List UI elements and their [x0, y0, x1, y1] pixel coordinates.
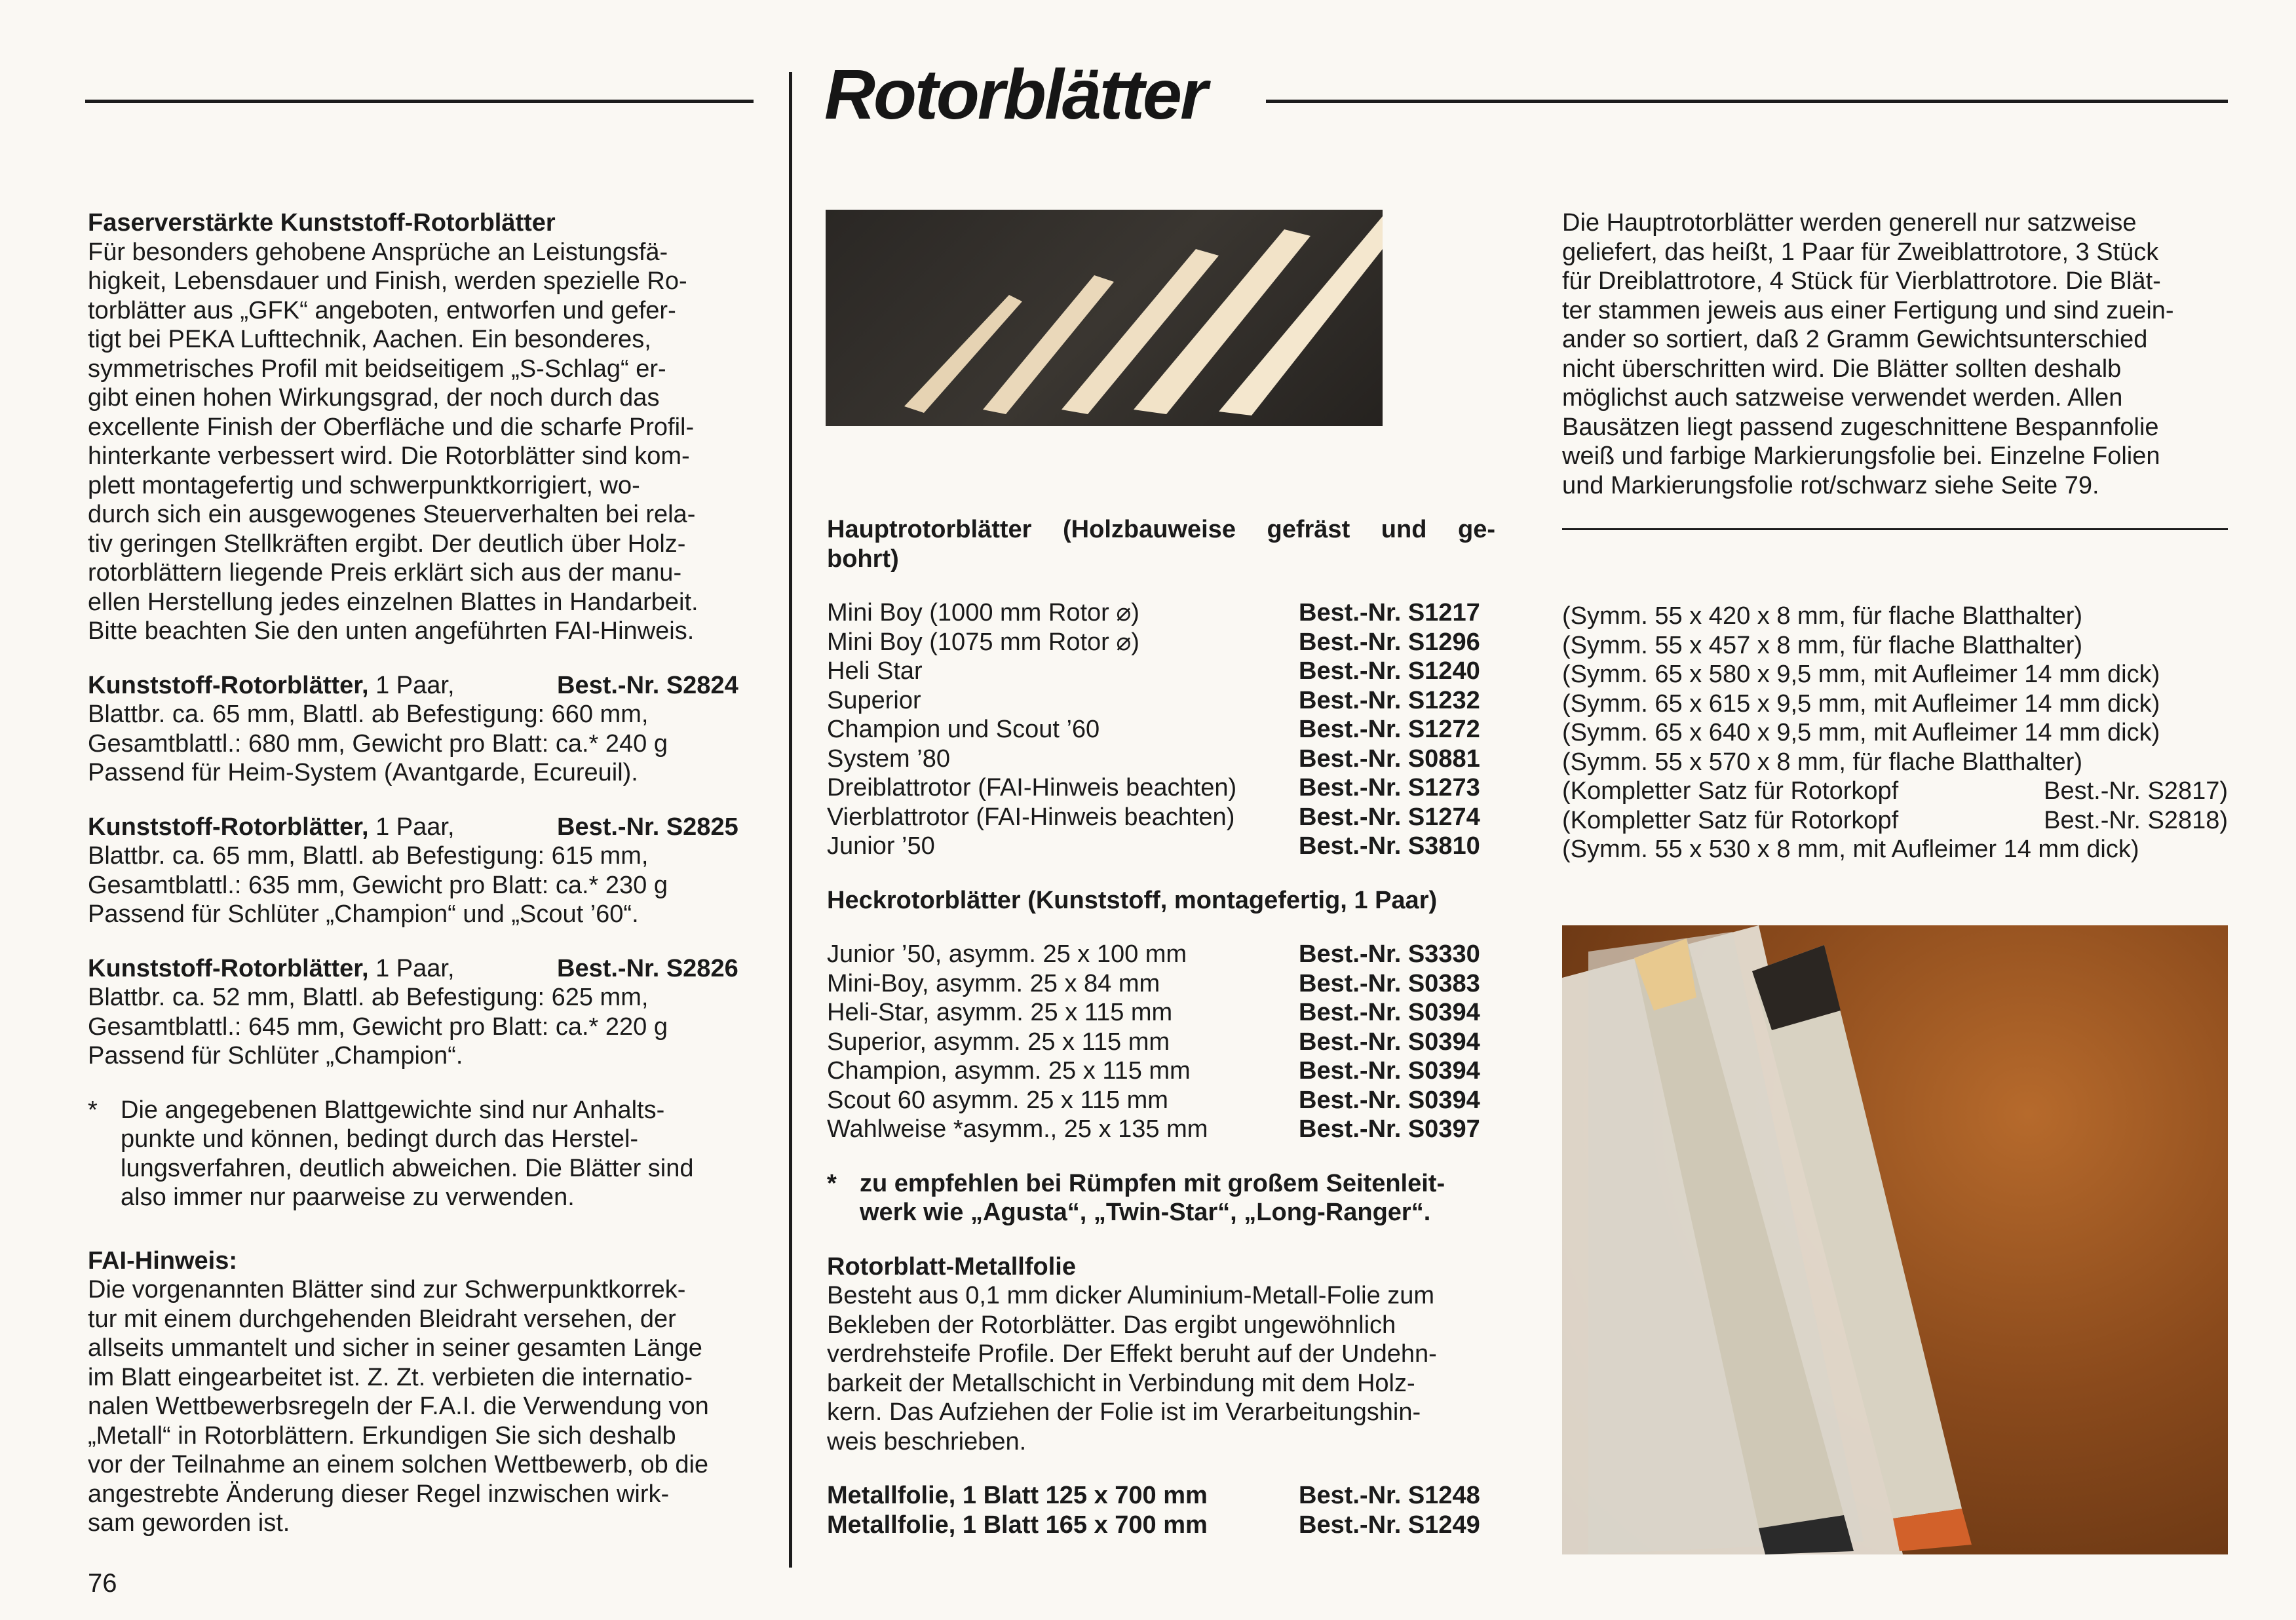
spec-line — [1562, 806, 2228, 836]
product-detail: Passend für Schlüter „Champion“ und „Scout ’60“. — [88, 900, 639, 928]
weight-footnote — [88, 1096, 754, 1212]
item-name: Heli Star — [827, 657, 923, 685]
item-name: Metallfolie, 1 Blatt 165 x 700 mm — [827, 1511, 1208, 1539]
list-item — [827, 832, 1495, 861]
metal-foil-heading: Rotorblatt-Metallfolie — [827, 1252, 1076, 1281]
spec-text: (Symm. 65 x 640 x 9,5 mm, mit Aufleimer 14 mm dick) — [1562, 719, 2160, 746]
list-item — [827, 969, 1495, 999]
fai-note — [88, 1246, 754, 1538]
left-column — [88, 208, 754, 1538]
fai-line: sam geworden ist. — [88, 1509, 290, 1537]
intro-line: ander so sortiert, daß 2 Gramm Gewichtsunterschied — [1562, 326, 2148, 353]
tail-rotor-heading: Heckrotorblätter (Kunststoff, montagefertig, 1 Paar) — [827, 886, 1438, 914]
spec-line — [1562, 718, 2228, 748]
spec-text: (Symm. 65 x 580 x 9,5 mm, mit Aufleimer 14 mm dick) — [1562, 661, 2160, 688]
fai-line: nalen Wettbewerbsregeln der F.A.I. die Verwendung von — [88, 1393, 709, 1420]
product-name: Kunststoff-Rotorblätter, — [88, 813, 369, 841]
list-item — [827, 1056, 1495, 1086]
list-item — [827, 598, 1495, 628]
column-divider — [789, 72, 792, 1568]
wooden-blades-illustration — [826, 210, 1383, 426]
product-header — [88, 813, 754, 842]
order-number: Best.-Nr. S3810 — [1299, 832, 1480, 860]
order-number: Best.-Nr. S3330 — [1299, 940, 1480, 968]
order-number: Best.-Nr. S0394 — [1299, 1028, 1480, 1056]
right-column-specs — [1562, 602, 2228, 864]
fai-line: tur mit einem durchgehenden Bleidraht versehen, der — [88, 1305, 676, 1333]
list-item — [827, 803, 1495, 832]
heading-line: Hauptrotorblätter (Holzbauweise gefräst und ge- — [827, 516, 1495, 543]
item-name: Wahlweise *asymm., 25 x 135 mm — [827, 1115, 1208, 1143]
header-rule-right — [1266, 100, 2228, 103]
spec-text: (Symm. 55 x 570 x 8 mm, für flache Blatthalter) — [1562, 748, 2083, 776]
intro-line: möglichst auch satzweise verwendet werden. Allen — [1562, 384, 2123, 412]
product-name: Kunststoff-Rotorblätter, — [88, 671, 369, 699]
metal-foil-list — [827, 1481, 1495, 1539]
section-heading-gfk: Faserverstärkte Kunststoff-Rotorblätter — [88, 209, 556, 237]
product-detail: Blattbr. ca. 52 mm, Blattl. ab Befestigung: 625 mm, — [88, 984, 649, 1011]
order-number: Best.-Nr. S1273 — [1299, 774, 1480, 801]
list-item — [827, 744, 1495, 774]
foil-blades-illustration — [1562, 925, 2228, 1554]
product-detail: Passend für Schlüter „Champion“. — [88, 1042, 463, 1070]
foil-line: kern. Das Aufziehen der Folie ist im Verarbeitungshin- — [827, 1398, 1421, 1426]
product-qty: 1 Paar, — [375, 954, 455, 982]
item-name: Junior ’50 — [827, 832, 935, 860]
foil-line: verdrehsteife Profile. Der Effekt beruht auf der Undehn- — [827, 1340, 1437, 1368]
spec-line — [1562, 689, 2228, 719]
list-item — [827, 715, 1495, 744]
list-item — [827, 1115, 1495, 1144]
item-name: Mini Boy (1075 mm Rotor ⌀) — [827, 628, 1139, 656]
fai-line: Die vorgenannten Blätter sind zur Schwerpunktkorrek- — [88, 1276, 686, 1303]
metal-foil-text — [827, 1281, 1495, 1456]
item-name: Superior — [827, 686, 921, 714]
list-item — [827, 1481, 1495, 1511]
intro-line: gibt einen hohen Wirkungsgrad, der noch durch das — [88, 384, 660, 412]
spec-text: (Symm. 55 x 420 x 8 mm, für flache Blatthalter) — [1562, 602, 2083, 630]
order-number: Best.-Nr. S1248 — [1299, 1482, 1480, 1509]
right-column-intro — [1562, 208, 2228, 500]
fai-line: allseits ummantelt und sicher in seiner gesamten Länge — [88, 1334, 702, 1362]
middle-column — [827, 515, 1495, 1539]
spec-line — [1562, 777, 2228, 806]
order-number: Best.-Nr. S1274 — [1299, 803, 1480, 831]
product-detail: Passend für Heim-System (Avantgarde, Ecureuil). — [88, 759, 638, 786]
intro-line: tigt bei PEKA Lufttechnik, Aachen. Ein besonderes, — [88, 326, 651, 353]
intro-line: tiv geringen Stellkräften ergibt. Der deutlich über Holz- — [88, 530, 686, 558]
item-name: Dreiblattrotor (FAI-Hinweis beachten) — [827, 774, 1237, 801]
fai-heading: FAI-Hinweis: — [88, 1246, 238, 1275]
intro-line: hinterkante verbessert wird. Die Rotorblätter sind kom- — [88, 442, 690, 470]
intro-line: Für besonders gehobene Ansprüche an Leistungsfä- — [88, 238, 668, 266]
header-rule-left — [85, 100, 754, 103]
item-name: Mini Boy (1000 mm Rotor ⌀) — [827, 599, 1139, 627]
order-number: Best.-Nr. S1296 — [1299, 628, 1480, 656]
order-number: Best.-Nr. S1272 — [1299, 716, 1480, 743]
order-number: Best.-Nr. S1232 — [1299, 686, 1480, 714]
fai-line: vor der Teilnahme an einem solchen Wettbewerb, ob die — [88, 1451, 709, 1478]
spec-text: (Symm. 55 x 457 x 8 mm, für flache Blatthalter) — [1562, 631, 2083, 659]
intro-line: durch sich ein ausgewogenes Steuerverhalten bei rela- — [88, 501, 696, 528]
fai-line: im Blatt eingearbeitet ist. Z. Zt. verbieten die internatio- — [88, 1363, 693, 1391]
order-number: Best.-Nr. S0394 — [1299, 1086, 1480, 1114]
footnote-line: also immer nur paarweise zu verwenden. — [121, 1184, 575, 1211]
item-name: Champion und Scout ’60 — [827, 716, 1100, 743]
order-number: Best.-Nr. S0881 — [1299, 744, 1480, 773]
intro-line: für Dreiblattrotore, 4 Stück für Vierblattrotore. Die Blät- — [1562, 267, 2161, 295]
spec-line — [1562, 631, 2228, 661]
fai-line: angestrebte Änderung dieser Regel inzwischen wirk- — [88, 1480, 670, 1508]
page-title: Rotorblätter — [824, 54, 1206, 134]
product-detail: Blattbr. ca. 65 mm, Blattl. ab Befestigung: 660 mm, — [88, 701, 649, 728]
order-number: Best.-Nr. S2826 — [557, 954, 738, 982]
product-name: Kunststoff-Rotorblätter, — [88, 954, 369, 982]
order-number: Best.-Nr. S2824 — [557, 671, 738, 699]
spec-line — [1562, 602, 2228, 631]
product-s2824 — [88, 671, 754, 788]
intro-line: weiß und farbige Markierungsfolie bei. Einzelne Folien — [1562, 442, 2160, 470]
spec-text: (Kompletter Satz für Rotorkopf — [1562, 777, 1899, 805]
intro-line: rotorblättern liegende Preis erklärt sich aus der manu- — [88, 559, 682, 587]
page-number: 76 — [88, 1569, 117, 1598]
spec-line — [1562, 835, 2228, 864]
item-name: Mini-Boy, asymm. 25 x 84 mm — [827, 969, 1160, 997]
intro-text — [88, 238, 754, 646]
metal-foil-blades-photo — [1562, 925, 2228, 1554]
list-item — [827, 940, 1495, 969]
right-divider-rule — [1562, 528, 2228, 530]
order-number: Best.-Nr. S2817) — [2044, 777, 2228, 805]
foil-line: Bekleben der Rotorblätter. Das ergibt ungewöhnlich — [827, 1311, 1396, 1339]
fai-line: „Metall“ in Rotorblättern. Erkundigen Sie sich deshalb — [88, 1421, 676, 1450]
order-number: Best.-Nr. S2818) — [2044, 806, 2228, 834]
intro-line: nicht überschritten wird. Die Blätter sollten deshalb — [1562, 355, 2122, 383]
order-number: Best.-Nr. S1240 — [1299, 657, 1480, 685]
note-line: zu empfehlen bei Rümpfen mit großem Seitenleit- — [860, 1169, 1445, 1197]
intro-line: Bausätzen liegt passend zugeschnittene Bespannfolie — [1562, 413, 2159, 441]
foil-line: weis beschrieben. — [827, 1427, 1027, 1456]
list-item — [827, 628, 1495, 657]
product-s2825 — [88, 813, 754, 929]
spec-line — [1562, 660, 2228, 689]
order-number: Best.-Nr. S0394 — [1299, 999, 1480, 1026]
product-detail: Gesamtblattl.: 680 mm, Gewicht pro Blatt: ca.* 240 g — [88, 729, 668, 758]
order-number: Best.-Nr. S0397 — [1299, 1115, 1480, 1143]
item-name: Heli-Star, asymm. 25 x 115 mm — [827, 999, 1173, 1026]
item-name: Metallfolie, 1 Blatt 125 x 700 mm — [827, 1482, 1208, 1509]
footnote-line: Die angegebenen Blattgewichte sind nur Anhalts- — [121, 1096, 665, 1124]
spec-text: (Kompletter Satz für Rotorkopf — [1562, 806, 1899, 834]
intro-line: geliefert, das heißt, 1 Paar für Zweiblattrotore, 3 Stück — [1562, 238, 2159, 266]
list-item — [827, 1511, 1495, 1540]
product-s2826 — [88, 954, 754, 1071]
intro-line: Die Hauptrotorblätter werden generell nur satzweise — [1562, 209, 2137, 237]
list-item — [827, 1028, 1495, 1057]
intro-line: ter stammen jeweis aus einer Fertigung und sind zuein- — [1562, 296, 2174, 324]
list-item — [827, 773, 1495, 803]
product-qty: 1 Paar, — [375, 813, 455, 841]
product-header — [88, 954, 754, 984]
list-item — [827, 998, 1495, 1028]
order-number: Best.-Nr. S1249 — [1299, 1511, 1480, 1539]
item-name: Superior, asymm. 25 x 115 mm — [827, 1028, 1170, 1056]
product-qty: 1 Paar, — [375, 671, 455, 699]
foil-line: Besteht aus 0,1 mm dicker Aluminium-Metall-Folie zum — [827, 1282, 1435, 1309]
foil-line: barkeit der Metallschicht in Verbindung mit dem Holz- — [827, 1369, 1415, 1397]
footnote-line: punkte und können, bedingt durch das Herstel- — [121, 1125, 639, 1153]
spec-line — [1562, 748, 2228, 777]
intro-line: ellen Herstellung jedes einzelnen Blattes in Handarbeit. — [88, 588, 698, 616]
tail-rotor-note — [827, 1169, 1495, 1227]
intro-line: symmetrisches Profil mit beidseitigem „S-Schlag“ er- — [88, 355, 666, 383]
product-detail: Blattbr. ca. 65 mm, Blattl. ab Befestigung: 615 mm, — [88, 842, 649, 870]
list-item — [827, 1086, 1495, 1115]
list-item — [827, 686, 1495, 716]
main-rotor-list — [827, 598, 1495, 861]
intro-line: plett montagefertig und schwerpunktkorrigiert, wo- — [88, 471, 640, 499]
product-detail: Gesamtblattl.: 635 mm, Gewicht pro Blatt: ca.* 230 g — [88, 871, 668, 899]
item-name: Vierblattrotor (FAI-Hinweis beachten) — [827, 803, 1235, 831]
footnote-marker: * — [88, 1096, 98, 1124]
product-detail: Gesamtblattl.: 645 mm, Gewicht pro Blatt: ca.* 220 g — [88, 1013, 668, 1041]
intro-line: torblätter aus „GFK“ angeboten, entworfen und gefer- — [88, 296, 676, 324]
order-number: Best.-Nr. S2825 — [557, 813, 738, 841]
intro-line: Bitte beachten Sie den unten angeführten FAI-Hinweis. — [88, 617, 695, 645]
item-name: Junior ’50, asymm. 25 x 100 mm — [827, 940, 1187, 968]
order-number: Best.-Nr. S0394 — [1299, 1057, 1480, 1085]
spec-text: (Symm. 55 x 530 x 8 mm, mit Aufleimer 14 mm dick) — [1562, 836, 2139, 863]
footnote-line: lungsverfahren, deutlich abweichen. Die Blätter sind — [121, 1154, 694, 1182]
spec-text: (Symm. 65 x 615 x 9,5 mm, mit Aufleimer 14 mm dick) — [1562, 689, 2160, 718]
product-header — [88, 671, 754, 701]
intro-line: und Markierungsfolie rot/schwarz siehe Seite 79. — [1562, 471, 2099, 499]
heading-line: bohrt) — [827, 545, 899, 573]
note-line: werk wie „Agusta“, „Twin-Star“, „Long-Ranger“. — [860, 1199, 1431, 1226]
item-name: System ’80 — [827, 744, 950, 773]
list-item — [827, 657, 1495, 686]
intro-line: higkeit, Lebensdauer und Finish, werden spezielle Ro- — [88, 267, 687, 295]
tail-rotor-list — [827, 940, 1495, 1144]
item-name: Scout 60 asymm. 25 x 115 mm — [827, 1086, 1168, 1114]
footnote-marker: * — [827, 1169, 837, 1197]
order-number: Best.-Nr. S0383 — [1299, 969, 1480, 997]
intro-line: excellente Finish der Oberfläche und die scharfe Profil- — [88, 413, 695, 441]
wooden-rotor-blades-photo — [826, 210, 1383, 426]
main-rotor-heading — [827, 515, 1495, 573]
order-number: Best.-Nr. S1217 — [1299, 599, 1480, 627]
item-name: Champion, asymm. 25 x 115 mm — [827, 1057, 1191, 1085]
